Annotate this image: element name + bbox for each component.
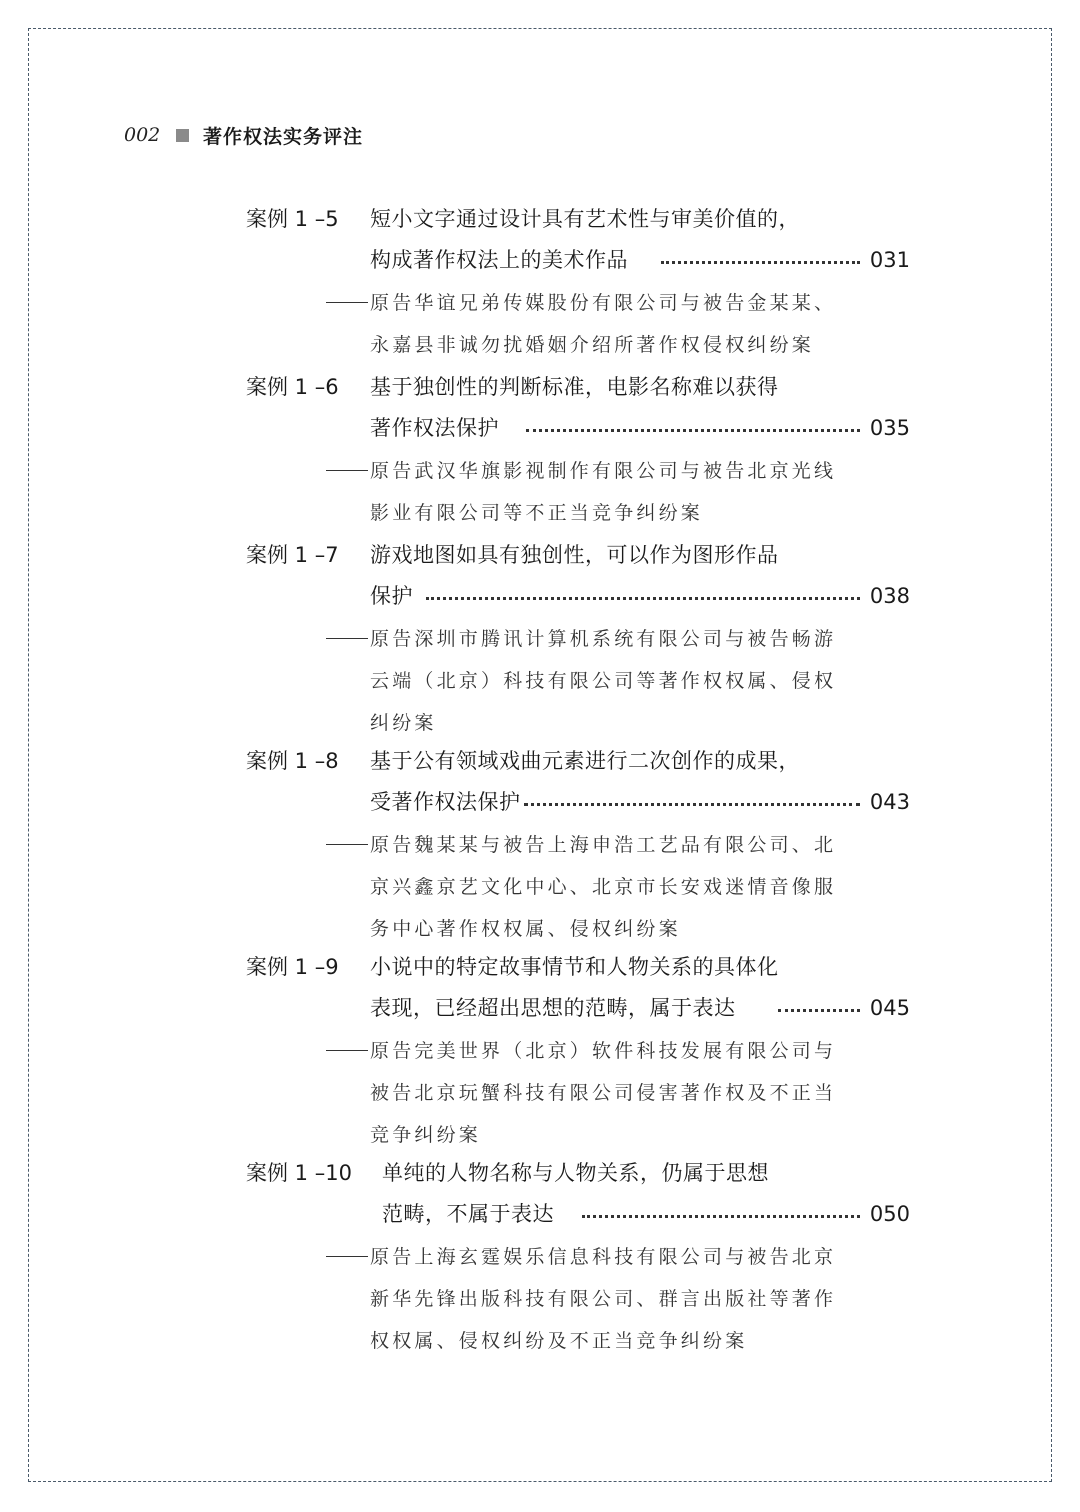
parties-line: 务中心著作权权属、侵权纠纷案 [370,918,681,940]
parties-line: 权权属、侵权纠纷及不正当竞争纠纷案 [370,1330,748,1352]
toc-title-line [246,787,910,828]
toc-title-line [246,204,910,245]
parties-line: 京兴鑫京艺文化中心、北京市长安戏迷情音像服 [370,876,837,898]
toc-title-line [246,746,910,787]
em-dash [326,844,368,845]
case-parties [246,830,910,870]
toc-entry[interactable] [246,204,910,370]
case-title: 短小文字通过设计具有艺术性与审美价值的， [370,207,800,231]
dot-leader [582,1215,860,1218]
page-number: 002 [124,124,161,146]
leader-row [572,1199,910,1229]
parties-line: 影业有限公司等不正当竞争纠纷案 [370,502,704,524]
case-label: 案例 1 –6 [246,375,339,399]
case-title: 表现，已经超出思想的范畴，属于表达 [370,996,736,1020]
toc-entry[interactable] [246,372,910,538]
em-dash [326,1050,368,1051]
toc-title-line [246,993,910,1034]
toc-title-line [246,372,910,413]
page-ref: 031 [869,248,910,272]
parties-line: 纠纷案 [370,712,437,734]
case-title: 基于公有领域戏曲元素进行二次创作的成果， [370,749,800,773]
leader-row [651,245,910,275]
parties-line: 原告武汉华旗影视制作有限公司与被告北京光线 [370,460,837,482]
parties-line: 原告深圳市腾讯计算机系统有限公司与被告畅游 [370,628,837,650]
leader-row [514,787,910,817]
case-title: 基于独创性的判断标准，电影名称难以获得 [370,375,779,399]
case-parties [246,624,910,664]
dot-leader [524,803,860,806]
running-header [124,120,363,150]
dot-leader [778,1009,860,1012]
square-bullet-icon [176,129,189,142]
toc-title-line [246,1199,910,1240]
em-dash [326,470,368,471]
em-dash [326,638,368,639]
case-label: 案例 1 –10 [246,1161,352,1185]
parties-line: 原告魏某某与被告上海申浩工艺品有限公司、北 [370,834,837,856]
case-parties [246,498,910,538]
case-parties [246,288,910,328]
case-parties [246,1242,910,1282]
case-parties [246,1078,910,1118]
page-ref: 038 [869,584,910,608]
toc-title-line [246,581,910,622]
case-parties [246,456,910,496]
case-title: 著作权法保护 [370,416,499,440]
parties-line: 云端（北京）科技有限公司等著作权权属、侵权 [370,670,837,692]
case-title: 游戏地图如具有独创性，可以作为图形作品 [370,543,779,567]
case-label: 案例 1 –7 [246,543,339,567]
parties-line: 原告华谊兄弟传媒股份有限公司与被告金某某、 [370,292,837,314]
case-parties [246,1326,910,1366]
parties-line: 竞争纠纷案 [370,1124,482,1146]
parties-line: 被告北京玩蟹科技有限公司侵害著作权及不正当 [370,1082,837,1104]
dot-leader [661,261,860,264]
page-ref: 043 [869,790,910,814]
parties-line: 新华先锋出版科技有限公司、群言出版社等著作 [370,1288,837,1310]
leader-row [516,413,910,443]
parties-line: 原告完美世界（北京）软件科技发展有限公司与 [370,1040,837,1062]
toc-entry[interactable] [246,1158,910,1366]
toc-title-line [246,540,910,581]
parties-line: 原告上海玄霆娱乐信息科技有限公司与被告北京 [370,1246,837,1268]
em-dash [326,302,368,303]
book-title: 著作权法实务评注 [203,125,364,148]
parties-line: 永嘉县非诚勿扰婚姻介绍所著作权侵权纠纷案 [370,334,815,356]
case-title: 保护 [370,584,413,608]
dot-leader [526,429,860,432]
leader-row [416,581,910,611]
dot-leader [426,597,860,600]
toc-title-line [246,413,910,454]
toc-title-line [246,1158,910,1199]
case-label: 案例 1 –9 [246,955,339,979]
toc-entry[interactable] [246,952,910,1160]
page-ref: 035 [869,416,910,440]
page-ref: 050 [869,1202,910,1226]
toc-title-line [246,952,910,993]
case-parties [246,708,910,748]
case-parties [246,1120,910,1160]
case-title: 小说中的特定故事情节和人物关系的具体化 [370,955,779,979]
case-title: 范畴，不属于表达 [382,1202,554,1226]
case-parties [246,1284,910,1324]
case-title: 单纯的人物名称与人物关系，仍属于思想 [382,1161,769,1185]
leader-row [768,993,910,1023]
em-dash [326,1256,368,1257]
case-parties [246,330,910,370]
toc-entry[interactable] [246,746,910,954]
case-label: 案例 1 –5 [246,207,339,231]
toc-title-line [246,245,910,286]
case-parties [246,666,910,706]
case-label: 案例 1 –8 [246,749,339,773]
case-title: 受著作权法保护 [370,790,521,814]
case-parties [246,872,910,912]
case-title: 构成著作权法上的美术作品 [370,248,628,272]
toc-entry[interactable] [246,540,910,748]
case-parties [246,1036,910,1076]
page-ref: 045 [869,996,910,1020]
case-parties [246,914,910,954]
